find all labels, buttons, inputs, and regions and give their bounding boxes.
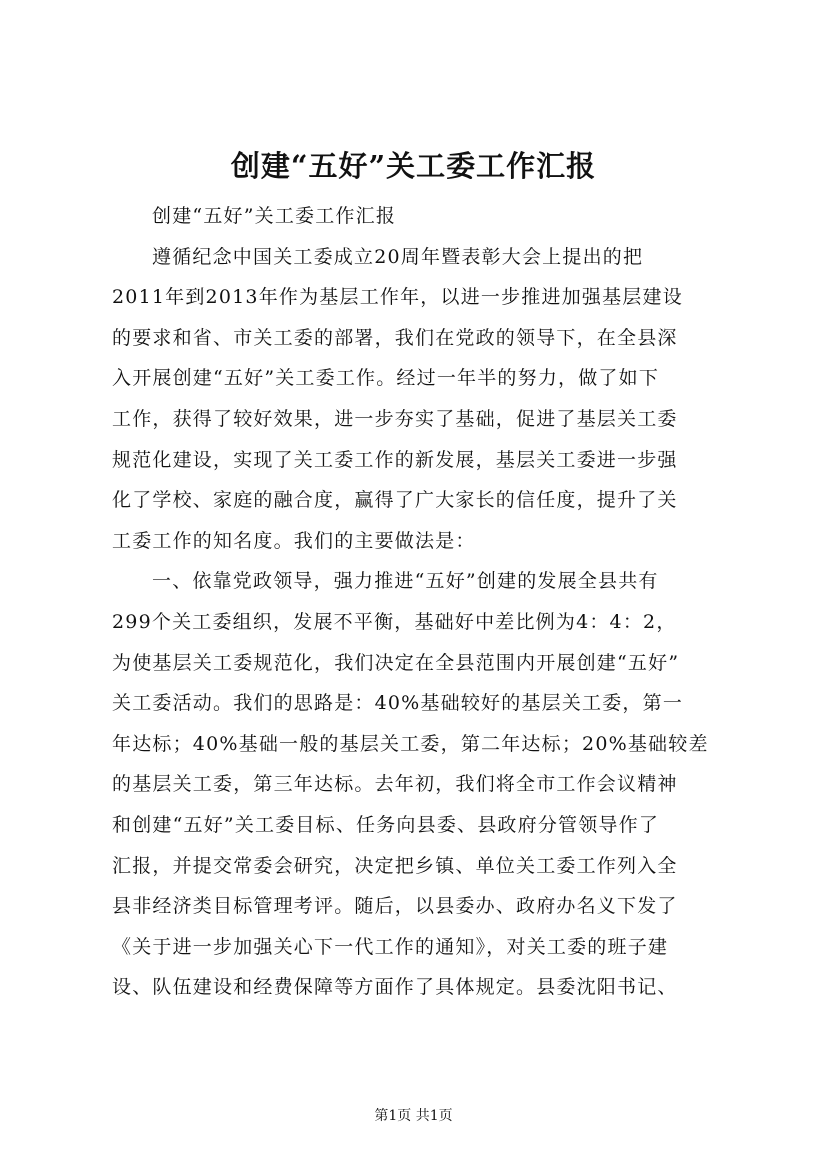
document-body <box>112 196 737 1008</box>
body-line: 工委工作的知名度。我们的主要做法是： <box>112 529 476 552</box>
body-line: 设、队伍建设和经费保障等方面作了具体规定。县委沈阳书记、 <box>112 976 678 999</box>
body-line: 县非经济类目标管理考评。随后，以县委办、政府办名义下发了 <box>112 895 678 918</box>
body-line: 入开展创建“五好”关工委工作。经过一年半的努力，做了如下 <box>112 367 660 390</box>
body-line: 年达标；40%基础一般的基层关工委，第二年达标；20%基础较差 <box>112 732 709 755</box>
body-line: 化了学校、家庭的融合度，赢得了广大家长的信任度，提升了关 <box>112 489 678 512</box>
body-line: 2011年到2013年作为基层工作年，以进一步推进加强基层建设 <box>112 286 683 309</box>
body-line: 规范化建设，实现了关工委工作的新发展，基层关工委进一步强 <box>112 448 678 471</box>
body-line: 创建“五好”关工委工作汇报 <box>152 205 397 227</box>
body-line: 299个关工委组织，发展不平衡，基础好中差比例为4：4：2， <box>112 610 677 633</box>
body-line: 的要求和省、市关工委的部署，我们在党政的领导下，在全县深 <box>112 326 678 349</box>
page-footer: 第1页 共1页 <box>374 1108 453 1124</box>
document-title: 创建“五好”关工委工作汇报 <box>230 149 597 183</box>
body-line: 工作，获得了较好效果，进一步夯实了基础，促进了基层关工委 <box>112 407 678 430</box>
body-line: 为使基层关工委规范化，我们决定在全县范围内开展创建“五好” <box>112 651 680 674</box>
body-line: 的基层关工委，第三年达标。去年初，我们将全市工作会议精神 <box>112 773 678 796</box>
body-line: 一、依靠党政领导，强力推进“五好”创建的发展全县共有 <box>152 570 659 593</box>
body-line: 遵循纪念中国关工委成立20周年暨表彰大会上提出的把 <box>152 245 644 268</box>
body-line: 《关于进一步加强关心下一代工作的通知》，对关工委的班子建 <box>112 935 669 958</box>
body-line: 汇报，并提交常委会研究，决定把乡镇、单位关工委工作列入全 <box>112 854 678 877</box>
body-line: 和创建“五好”关工委目标、任务向县委、县政府分管领导作了 <box>112 813 660 836</box>
body-line: 关工委活动。我们的思路是：40%基础较好的基层关工委，第一 <box>112 692 684 715</box>
